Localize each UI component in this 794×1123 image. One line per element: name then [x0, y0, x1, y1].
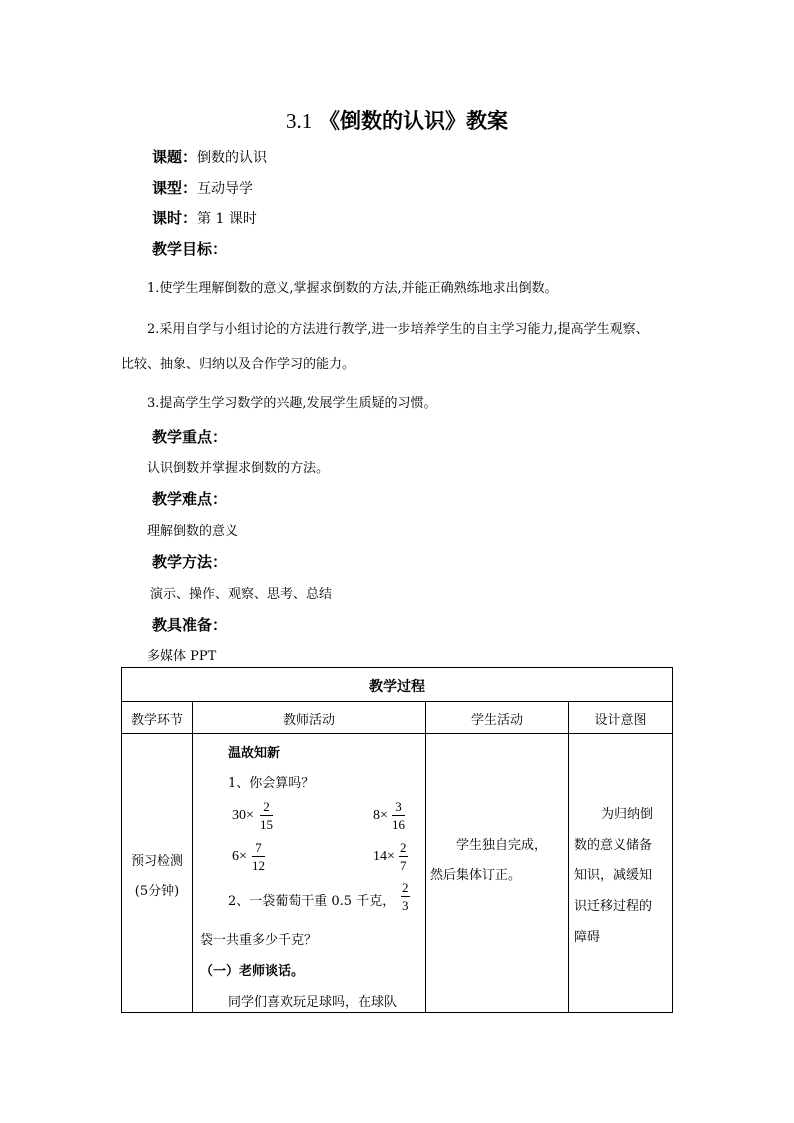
intent-line: 障碍 [574, 930, 601, 945]
goal-3: 3.提高学生学习数学的兴趣,发展学生质疑的习惯。 [147, 396, 437, 411]
table-caption: 教学过程 [369, 679, 425, 695]
topic-label: 课题： [152, 148, 198, 166]
header-stage: 教学环节 [130, 713, 183, 728]
student-activity-line-2: 然后集体订正。 [430, 868, 522, 883]
expr-3-lhs: 6× [232, 849, 247, 864]
type-value: 互动导学 [197, 181, 254, 197]
goal-2-line-2: 比较、抽象、归纳以及合作学习的能力。 [121, 357, 356, 372]
expr-4-lhs: 14× [373, 849, 395, 864]
row-divider [122, 701, 672, 702]
col-divider [192, 701, 193, 1013]
header-intent: 设计意图 [594, 713, 647, 728]
title-number: 3.1 [286, 109, 313, 133]
teacher-talk: 同学们喜欢玩足球吗，在球队 [228, 995, 398, 1010]
fraction [399, 840, 408, 874]
method-heading: 教学方法： [152, 553, 228, 571]
fraction-denominator: 15 [260, 817, 273, 832]
intent-line: 数的意义储备 [574, 838, 653, 853]
fraction-denominator: 7 [400, 858, 407, 873]
goal-2-line-1: 2.采用自学与小组讨论的方法进行教学,进一步培养学生的自主学习能力,提高学生观察、 [147, 322, 649, 337]
fraction-denominator: 12 [252, 858, 265, 873]
fraction [392, 799, 405, 833]
header-teacher: 教师活动 [282, 713, 335, 728]
fraction-numerator: 3 [392, 799, 405, 816]
type-line [152, 177, 253, 198]
page-title [0, 105, 794, 135]
intent-line: 识迁移过程的 [574, 899, 653, 914]
stage-name: 预习检测 [130, 854, 183, 869]
period-label: 课时： [152, 209, 198, 227]
method-text: 演示、操作、观察、思考、总结 [150, 587, 333, 602]
topic-value: 倒数的认识 [197, 150, 268, 166]
fraction-numerator: 2 [402, 880, 409, 895]
difficulty-text: 理解倒数的意义 [147, 524, 239, 539]
fraction-numerator: 7 [252, 840, 265, 857]
title-text: 《倒数的认识》教案 [318, 108, 508, 133]
goals-heading: 教学目标： [152, 240, 228, 258]
col-divider [425, 701, 426, 1013]
tools-text: 多媒体 PPT [147, 649, 217, 664]
col-divider [568, 701, 569, 1013]
question-2: 2、一袋葡萄干重 0.5 千克， [228, 894, 396, 909]
period-line [152, 207, 257, 228]
expr-2-lhs: 8× [373, 808, 388, 823]
header-student: 学生活动 [470, 713, 523, 728]
expr-1-lhs: 30× [232, 808, 254, 823]
tools-heading: 教具准备： [152, 616, 228, 634]
fraction-denominator: 3 [402, 898, 409, 913]
key-text: 认识倒数并掌握求倒数的方法。 [147, 461, 330, 476]
student-activity-line-1: 学生独自完成， [456, 838, 548, 853]
subsection-title: （一）老师谈话。 [200, 964, 305, 979]
fraction [252, 840, 265, 874]
topic-line [152, 146, 267, 167]
process-table [121, 667, 673, 1013]
section-title: 温故知新 [228, 746, 281, 761]
period-value: 第 1 课时 [197, 211, 257, 227]
intent-line: 知识，减缓知 [574, 868, 653, 883]
stage-duration: (5分钟) [134, 884, 180, 899]
fraction-denominator: 16 [392, 817, 405, 832]
intent-line: 为归纳倒 [601, 807, 654, 822]
key-heading: 教学重点： [152, 428, 228, 446]
question-2-cont: 袋一共重多少千克？ [200, 933, 318, 948]
type-label: 课型： [152, 179, 198, 197]
fraction-numerator: 2 [260, 799, 273, 816]
goal-1: 1.使学生理解倒数的意义,掌握求倒数的方法,并能正确熟练地求出倒数。 [147, 281, 558, 296]
fraction [401, 880, 410, 914]
row-divider [122, 733, 672, 734]
difficulty-heading: 教学难点： [152, 490, 228, 508]
question-1: 1、你会算吗？ [228, 776, 315, 791]
fraction [260, 799, 273, 833]
fraction-numerator: 2 [400, 840, 407, 855]
